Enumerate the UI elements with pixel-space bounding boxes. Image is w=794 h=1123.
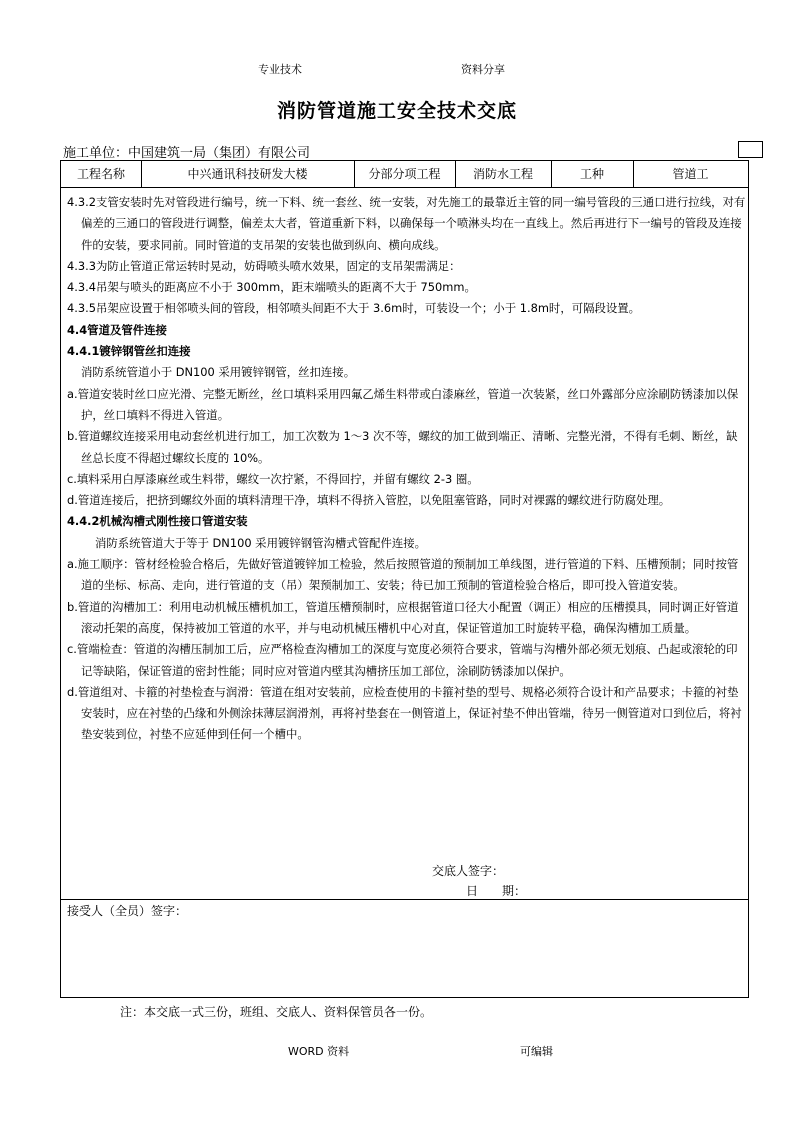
item-4-4-2-b: b.管道的沟槽加工：利用电动机械压槽机加工，管道压槽预制时，应根据管道口径大小配置（调正）相应的压槽摸具，同时调正好管道滚动托架的高度，保持被加工管道的水平，并与电动机械压槽机中心对直，保证管道加工时旋转平稳，确保沟槽加工质量。 bbox=[67, 599, 739, 635]
project-name-value: 中兴通讯科技研发大楼 bbox=[187, 167, 308, 181]
footnote: 注：本交底一式三份，班组、交底人、资料保管员各一份。 bbox=[120, 1005, 433, 1019]
item-4-4-1-b: b.管道螺纹连接采用电动套丝机进行加工，加工次数为 1～3 次不等，螺纹的加工做到端正、清晰、完整光滑，不得有毛刺、断丝，缺丝总长度不得超过螺纹长度的 10%。 bbox=[67, 429, 738, 465]
clause-4-3-5: 4.3.5吊架应设置于相邻喷头间的管段，相邻喷头间距不大于 3.6m时，可装设一个；小于 1.8m时，可隔段设置。 bbox=[67, 301, 641, 316]
document-title: 消防管道施工安全技术交底 bbox=[276, 100, 517, 122]
page-header-left: 专业技术 bbox=[258, 63, 302, 76]
intro-4-4-1: 消防系统管道小于 DN100 采用镀锌钢管，丝扣连接。 bbox=[81, 365, 356, 380]
corner-box bbox=[738, 141, 763, 158]
date-label: 日 期： bbox=[466, 884, 527, 898]
item-4-4-2-d: d.管道组对、卡箍的衬垫检查与润滑：管道在组对安装前，应检查使用的卡箍衬垫的型号、规格必须符合设计和产品要求；卡箍的衬垫安装时，应在衬垫的凸缘和外侧涂抹薄层润滑剂，再将衬垫套在一侧管道上，保证衬垫不伸出管端，待另一侧管道对口到位后，将衬垫安装到位，衬垫不应延伸到任何一个槽中。 bbox=[67, 684, 742, 742]
construction-unit: 施工单位：中国建筑一局（集团）有限公司 bbox=[63, 146, 311, 161]
presenter-signature-label: 交底人签字： bbox=[432, 864, 505, 878]
clause-4-3-2: 4.3.2支管安装时先对管段进行编号，统一下料、统一套丝、统一安装，对先施工的最靠近主管的同一编号管段的三通口进行拉线，对有偏差的三通口的管段进行调整，偏差太大者，管道重新下料，以确保每一个喷淋头均在一直线上。然后再进行下一编号的管段及连接件的安装，要求同前。同时管道的支吊架的安装也做到纵向、横向成线。 bbox=[67, 195, 746, 252]
sub-project-label: 分部分项工程 bbox=[368, 167, 441, 181]
clause-4-3-3: 4.3.3为防止管道正常运转时晃动，妨碍喷头喷水效果，固定的支吊架需满足： bbox=[67, 258, 461, 273]
project-name-label: 工程名称 bbox=[76, 167, 125, 181]
page-footer-left: WORD 资料 bbox=[288, 1045, 350, 1058]
trade-label: 工种 bbox=[579, 167, 604, 181]
page-header-right: 资料分享 bbox=[461, 63, 505, 76]
disclosure-table bbox=[60, 160, 749, 998]
item-4-4-2-c: c.管端检查：管道的沟槽压制加工后，应严格检查沟槽加工的深度与宽度必须符合要求，管端与沟槽外部必须无划痕、凸起或滚轮的印记等缺陷，保证管道的密封性能；同时应对管道内壁其沟槽挤压加工部位，涂刷防锈漆加以保护。 bbox=[67, 642, 738, 678]
intro-4-4-2: 消防系统管道大于等于 DN100 采用镀锌钢管沟槽式管配件连接。 bbox=[95, 535, 427, 550]
page-footer-right: 可编辑 bbox=[520, 1045, 553, 1058]
disclosure-content bbox=[67, 192, 747, 746]
section-heading-4-4-1: 4.4.1镀锌钢管丝扣连接 bbox=[67, 344, 191, 359]
sub-project-value: 消防水工程 bbox=[472, 167, 533, 181]
trade-value: 管道工 bbox=[672, 167, 709, 181]
item-4-4-1-d: d.管道连接后，把挤到螺纹外面的填料清理干净，填料不得挤入管腔，以免阻塞管路，同时对裸露的螺纹进行防腐处理。 bbox=[67, 493, 671, 508]
item-4-4-1-a: a.管道安装时丝口应光滑、完整无断丝，丝口填料采用四氟乙烯生料带或白漆麻丝，管道一次装紧，丝口外露部分应涂刷防锈漆加以保护，丝口填料不得进入管道。 bbox=[67, 386, 739, 422]
item-4-4-2-a: a.施工顺序：管材经检验合格后，先做好管道镀锌加工检验，然后按照管道的预制加工单线图，进行管道的下料、压槽预制；同时按管道的坐标、标高、走向，进行管道的支（吊）架预制加工、安装；待已加工预制的管道检验合格后，即可投入管道安装。 bbox=[67, 557, 739, 593]
item-4-4-1-c: c.填料采用白厚漆麻丝或生料带，螺纹一次拧紧，不得回拧，并留有螺纹 2-3 圈。 bbox=[67, 471, 479, 486]
receiver-signature-label: 接受人（全员）签字： bbox=[67, 904, 188, 918]
clause-4-3-4: 4.3.4吊架与喷头的距离应不小于 300mm，距末端喷头的距离不大于 750mm。 bbox=[67, 280, 476, 295]
section-heading-4-4: 4.4管道及管件连接 bbox=[67, 322, 167, 337]
section-heading-4-4-2: 4.4.2机械沟槽式刚性接口管道安装 bbox=[67, 514, 248, 529]
